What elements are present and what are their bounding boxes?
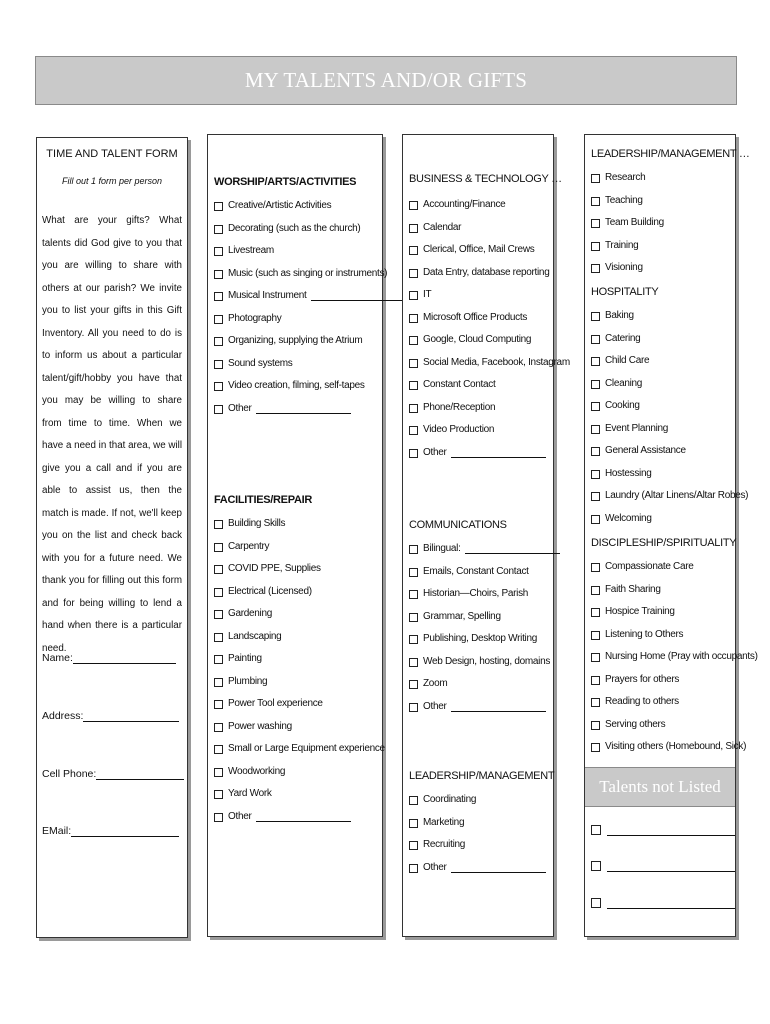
checklist-item[interactable] xyxy=(409,633,560,656)
checkbox[interactable] xyxy=(591,312,600,321)
form-intro-text: What are your gifts? What talents did God give to you that you are willing to share with others at our parish? We invite you to list your gifts in this Gift Inventory. All you need to do is to inform us about a particular talent/gift/hobby you have that you may be willing to share from time to time. When we have a need in that area, we will give you a call and if you are able to assist us, then the match is made. If not, we'll keep you on the list and check back with you for a future need. We thank you for filling out this form and for being willing to lend a hand when there is a particular need. xyxy=(42,215,182,654)
checklist-item[interactable] xyxy=(214,631,385,654)
talent-entry-row[interactable] xyxy=(591,823,735,836)
checklist-item-label: Emails, Constant Contact xyxy=(423,565,529,577)
checklist-item-label: Other xyxy=(228,810,252,822)
checklist-item[interactable] xyxy=(591,310,748,333)
checklist-item[interactable] xyxy=(214,335,406,358)
checklist-item-label: Event Planning xyxy=(605,422,669,434)
checklist-item-label: Other xyxy=(423,700,447,712)
checklist-item-label: Cooking xyxy=(605,400,640,411)
business-communications-panel xyxy=(402,134,570,937)
checklist-item-label: Power washing xyxy=(228,720,292,732)
fill-in-line[interactable] xyxy=(451,862,546,873)
checklist-item[interactable] xyxy=(591,378,748,401)
checklist-item-label: Hospice Training xyxy=(605,606,675,617)
checkbox[interactable] xyxy=(409,449,418,458)
checkbox[interactable] xyxy=(591,698,600,707)
checkbox[interactable] xyxy=(409,336,418,345)
checkbox[interactable] xyxy=(409,426,418,435)
checklist-item[interactable] xyxy=(591,584,758,607)
checklist-item[interactable] xyxy=(214,788,385,811)
checklist-item-label: Creative/Artistic Activities xyxy=(228,200,332,211)
checklist-item[interactable] xyxy=(214,743,385,766)
checklist-item-label: Reading to others xyxy=(605,696,679,707)
checklist-item-label: Baking xyxy=(605,310,634,321)
checklist-item[interactable] xyxy=(409,244,570,267)
checkbox[interactable] xyxy=(409,545,418,554)
checklist-item[interactable] xyxy=(591,741,758,764)
checklist-item-label: Team Building xyxy=(605,217,664,228)
fill-in-line[interactable] xyxy=(451,701,546,712)
checkbox[interactable] xyxy=(409,841,418,850)
checklist-item[interactable] xyxy=(591,468,748,491)
checkbox[interactable] xyxy=(591,586,600,595)
checklist-item-label: Child Care xyxy=(605,355,650,366)
leadership-list xyxy=(409,794,546,884)
checklist-item[interactable] xyxy=(409,357,570,380)
checklist-item[interactable] xyxy=(591,172,664,195)
checklist-item-label: Catering xyxy=(605,332,641,344)
checklist-item-label: Welcoming xyxy=(605,512,652,524)
checklist-item[interactable] xyxy=(591,606,758,629)
checklist-item-label: Data Entry, database reporting xyxy=(423,266,550,278)
checklist-item-label: Decorating (such as the church) xyxy=(228,222,361,234)
form-title: TIME AND TALENT FORM xyxy=(46,148,178,160)
checklist-item[interactable] xyxy=(591,445,748,468)
checklist-item-label: Painting xyxy=(228,653,262,664)
checklist-item-label: Other xyxy=(423,446,447,458)
checklist-item-label: Video Production xyxy=(423,424,495,435)
checkbox[interactable] xyxy=(214,723,223,732)
checklist-item-label: Listening to Others xyxy=(605,628,684,640)
checkbox[interactable] xyxy=(591,721,600,730)
section-title-business: BUSINESS & TECHNOLOGY … xyxy=(409,173,562,185)
checkbox[interactable] xyxy=(214,700,223,709)
checklist-item[interactable] xyxy=(591,513,748,536)
checkbox[interactable] xyxy=(409,201,418,210)
checkbox[interactable] xyxy=(591,264,600,273)
checklist-item[interactable] xyxy=(214,608,385,631)
section-title-communications: COMMUNICATIONS xyxy=(409,519,507,531)
checklist-item-label: Landscaping xyxy=(228,630,282,642)
checklist-item-label: Laundry (Altar Linens/Altar Robes) xyxy=(605,490,749,501)
checklist-item-label: Music (such as singing or instruments) xyxy=(228,267,388,279)
checklist-item[interactable] xyxy=(214,563,385,586)
checklist-item[interactable] xyxy=(214,518,385,541)
checklist-item-label: Power Tool experience xyxy=(228,698,323,709)
checkbox[interactable] xyxy=(591,608,600,617)
checkbox[interactable] xyxy=(591,515,600,524)
checkbox[interactable] xyxy=(409,613,418,622)
checkbox[interactable] xyxy=(591,743,600,752)
checklist-item[interactable] xyxy=(214,676,385,699)
checklist-item-label: Coordinating xyxy=(423,794,477,805)
checklist-item[interactable] xyxy=(409,817,546,840)
checklist-item[interactable] xyxy=(409,543,560,566)
checklist-item[interactable] xyxy=(591,490,748,513)
checklist-item[interactable] xyxy=(591,195,664,218)
checklist-item[interactable] xyxy=(591,561,758,584)
checklist-item[interactable] xyxy=(409,862,546,885)
talent-entry-row[interactable] xyxy=(591,896,735,909)
checklist-item[interactable] xyxy=(214,200,406,223)
checklist-item-label: Publishing, Desktop Writing xyxy=(423,633,537,644)
checkbox[interactable] xyxy=(214,610,223,619)
checklist-item-label: Gardening xyxy=(228,608,272,619)
checklist-item-label: Grammar, Spelling xyxy=(423,610,501,622)
name-field[interactable]: Name: xyxy=(42,652,176,664)
leadership-cont-list xyxy=(591,172,664,285)
checklist-item[interactable] xyxy=(214,380,406,403)
checklist-item-label: Web Design, hosting, domains xyxy=(423,655,551,667)
checklist-item[interactable] xyxy=(214,223,406,246)
checkbox[interactable] xyxy=(214,315,223,324)
checklist-item-label: Visioning xyxy=(605,262,643,273)
talent-entry-line[interactable] xyxy=(607,823,735,836)
checklist-item[interactable] xyxy=(409,678,560,701)
section-title-discipleship: DISCIPLESHIP/SPIRITUALITY xyxy=(591,537,737,549)
checklist-item-label: Livestream xyxy=(228,245,274,256)
checklist-item[interactable] xyxy=(591,240,664,263)
checkbox[interactable] xyxy=(591,402,600,411)
checkbox[interactable] xyxy=(591,676,600,685)
checklist-item[interactable] xyxy=(591,696,758,719)
checklist-item-label: Phone/Reception xyxy=(423,401,496,413)
checklist-item[interactable] xyxy=(591,262,664,285)
hospitality-list xyxy=(591,310,748,535)
checklist-item-label: Video creation, filming, self-tapes xyxy=(228,380,365,391)
checklist-item-label: Musical Instrument xyxy=(228,290,307,301)
checklist-item[interactable] xyxy=(409,334,570,357)
checklist-item-label: Yard Work xyxy=(228,788,272,799)
leadership-hospitality-panel xyxy=(584,134,758,937)
checklist-item[interactable] xyxy=(214,811,385,834)
checklist-item[interactable] xyxy=(214,541,385,564)
fill-in-line[interactable] xyxy=(451,447,546,458)
checklist-item-label: Teaching xyxy=(605,194,643,206)
checkbox[interactable] xyxy=(214,405,223,414)
checkbox[interactable] xyxy=(591,380,600,389)
communications-list xyxy=(409,543,560,723)
checkbox[interactable] xyxy=(409,224,418,233)
checkbox[interactable] xyxy=(214,337,223,346)
checkbox[interactable] xyxy=(214,382,223,391)
checklist-item-label: Organizing, supplying the Atrium xyxy=(228,335,363,346)
talent-entry-line[interactable] xyxy=(607,859,735,872)
page-banner xyxy=(35,56,737,105)
checkbox[interactable] xyxy=(591,898,601,908)
checkbox[interactable] xyxy=(409,246,418,255)
checkbox[interactable] xyxy=(214,247,223,256)
address-field[interactable]: Address: xyxy=(42,710,179,722)
checklist-item-label: Marketing xyxy=(423,816,465,828)
checkbox[interactable] xyxy=(591,861,601,871)
checkbox[interactable] xyxy=(214,202,223,211)
checklist-item-label: Research xyxy=(605,172,646,183)
checklist-item[interactable] xyxy=(591,400,748,423)
business-list xyxy=(409,199,570,469)
checklist-item[interactable] xyxy=(591,333,748,356)
checklist-item[interactable] xyxy=(409,611,560,634)
checkbox[interactable] xyxy=(214,565,223,574)
section-title-leadership-cont: LEADERSHIP/MANAGEMENT … xyxy=(591,148,750,160)
worship-list xyxy=(214,200,406,425)
checkbox[interactable] xyxy=(409,404,418,413)
checklist-item-label: Cleaning xyxy=(605,377,643,389)
checklist-item-label: Hostessing xyxy=(605,467,652,479)
discipleship-list xyxy=(591,561,758,764)
checklist-item[interactable] xyxy=(409,701,560,724)
checklist-item[interactable] xyxy=(409,839,546,862)
checklist-item-label: Zoom xyxy=(423,678,448,689)
worship-facilities-panel xyxy=(207,134,388,937)
form-intro-panel xyxy=(36,137,188,938)
checkbox[interactable] xyxy=(214,655,223,664)
checklist-item[interactable] xyxy=(591,355,748,378)
checkbox[interactable] xyxy=(591,631,600,640)
checklist-item[interactable] xyxy=(409,267,570,290)
checklist-item-label: Electrical (Licensed) xyxy=(228,585,312,597)
form-subtitle: Fill out 1 form per person xyxy=(61,176,163,186)
fill-in-line[interactable] xyxy=(256,811,351,822)
checkbox[interactable] xyxy=(409,590,418,599)
checklist-item[interactable] xyxy=(214,313,406,336)
checklist-item[interactable] xyxy=(214,698,385,721)
checklist-item-label: Faith Sharing xyxy=(605,583,661,595)
checkbox[interactable] xyxy=(214,588,223,597)
checklist-item[interactable] xyxy=(409,566,560,589)
checkbox[interactable] xyxy=(591,335,600,344)
checklist-item-label: Google, Cloud Computing xyxy=(423,334,532,345)
section-title-facilities: FACILITIES/REPAIR xyxy=(214,494,312,506)
checkbox[interactable] xyxy=(591,653,600,662)
checklist-item[interactable] xyxy=(591,423,748,446)
checklist-item[interactable] xyxy=(591,674,758,697)
checklist-item-label: Photography xyxy=(228,312,282,324)
section-title-hospitality: HOSPITALITY xyxy=(591,286,659,298)
checklist-item-label: Bilingual: xyxy=(423,543,461,554)
checklist-item-label: Microsoft Office Products xyxy=(423,311,528,323)
checkbox[interactable] xyxy=(409,381,418,390)
checklist-item[interactable] xyxy=(591,629,758,652)
checklist-item[interactable] xyxy=(409,289,570,312)
checkbox[interactable] xyxy=(409,314,418,323)
checkbox[interactable] xyxy=(409,796,418,805)
checklist-item-label: IT xyxy=(423,289,432,300)
checkbox[interactable] xyxy=(409,269,418,278)
checkbox[interactable] xyxy=(214,225,223,234)
checklist-item[interactable] xyxy=(214,358,406,381)
checklist-item[interactable] xyxy=(214,586,385,609)
checkbox[interactable] xyxy=(591,563,600,572)
checklist-item-label: Prayers for others xyxy=(605,673,680,685)
checklist-item-label: Other xyxy=(423,861,447,873)
checkbox[interactable] xyxy=(214,543,223,552)
checklist-item-label: COVID PPE, Supplies xyxy=(228,563,321,574)
checklist-item[interactable] xyxy=(409,656,560,679)
section-title-leadership: LEADERSHIP/MANAGEMENT xyxy=(409,770,555,782)
checkbox[interactable] xyxy=(214,790,223,799)
checklist-item-label: Accounting/Finance xyxy=(423,199,506,210)
checkbox[interactable] xyxy=(409,703,418,712)
checklist-item[interactable] xyxy=(409,424,570,447)
checkbox[interactable] xyxy=(591,470,600,479)
checkbox[interactable] xyxy=(409,658,418,667)
checklist-item-label: Training xyxy=(605,239,639,251)
checklist-item[interactable] xyxy=(214,403,406,426)
checklist-item[interactable] xyxy=(409,312,570,335)
checklist-item-label: Historian—Choirs, Parish xyxy=(423,588,529,599)
section-title-worship: WORSHIP/ARTS/ACTIVITIES xyxy=(214,176,357,188)
fill-in-line[interactable] xyxy=(465,543,560,554)
checklist-item-label: Social Media, Facebook, Instagram xyxy=(423,356,570,368)
checklist-item-label: Constant Contact xyxy=(423,379,496,390)
checklist-item-label: Clerical, Office, Mail Crews xyxy=(423,244,535,255)
checkbox[interactable] xyxy=(591,174,600,183)
checklist-item[interactable] xyxy=(591,719,758,742)
checklist-item-label: Woodworking xyxy=(228,765,286,777)
checklist-item[interactable] xyxy=(409,379,570,402)
checklist-item[interactable] xyxy=(214,245,406,268)
checkbox[interactable] xyxy=(409,635,418,644)
checkbox[interactable] xyxy=(214,633,223,642)
checklist-item[interactable] xyxy=(409,794,546,817)
checkbox[interactable] xyxy=(591,242,600,251)
checklist-item[interactable] xyxy=(591,217,664,240)
checkbox[interactable] xyxy=(214,520,223,529)
checklist-item[interactable] xyxy=(409,199,570,222)
page-title: MY TALENTS AND/OR GIFTS xyxy=(244,68,528,92)
checkbox[interactable] xyxy=(591,447,600,456)
checklist-item-label: Plumbing xyxy=(228,675,268,687)
checklist-item-label: Nursing Home (Pray with occupants) xyxy=(605,651,758,662)
checklist-item-label: Small or Large Equipment experience xyxy=(228,743,385,754)
checkbox[interactable] xyxy=(591,357,600,366)
checkbox[interactable] xyxy=(591,219,600,228)
checklist-item-label: Compassionate Care xyxy=(605,561,694,572)
checkbox[interactable] xyxy=(409,680,418,689)
facilities-list xyxy=(214,518,385,833)
checkbox[interactable] xyxy=(214,745,223,754)
checkbox[interactable] xyxy=(409,359,418,368)
checklist-item[interactable] xyxy=(214,721,385,744)
checklist-item[interactable] xyxy=(214,766,385,789)
checkbox[interactable] xyxy=(409,568,418,577)
checklist-item-label: Calendar xyxy=(423,221,462,233)
fill-in-line[interactable] xyxy=(256,403,351,414)
checklist-item[interactable] xyxy=(214,653,385,676)
checkbox[interactable] xyxy=(214,813,223,822)
checklist-item-label: General Assistance xyxy=(605,445,686,456)
checklist-item[interactable] xyxy=(214,268,406,291)
checklist-item[interactable] xyxy=(214,290,406,313)
checklist-item-label: Other xyxy=(228,402,252,414)
checklist-item-label: Recruiting xyxy=(423,839,466,850)
checklist-item[interactable] xyxy=(409,402,570,425)
checkbox[interactable] xyxy=(214,360,223,369)
checklist-item[interactable] xyxy=(591,651,758,674)
checklist-item-label: Sound systems xyxy=(228,357,293,369)
checklist-item[interactable] xyxy=(409,222,570,245)
checkbox[interactable] xyxy=(409,864,418,873)
checkbox[interactable] xyxy=(409,291,418,300)
checklist-item-label: Serving others xyxy=(605,718,666,730)
checkbox[interactable] xyxy=(591,197,600,206)
cell-phone-field[interactable]: Cell Phone: xyxy=(42,768,184,780)
checkbox[interactable] xyxy=(214,678,223,687)
checkbox[interactable] xyxy=(214,768,223,777)
checkbox[interactable] xyxy=(214,270,223,279)
checklist-item-label: Visiting others (Homebound, Sick) xyxy=(605,741,747,752)
checkbox[interactable] xyxy=(591,492,600,501)
checklist-item-label: Carpentry xyxy=(228,540,270,552)
checklist-item[interactable] xyxy=(409,588,560,611)
checklist-item-label: Building Skills xyxy=(228,518,286,529)
fill-in-line[interactable] xyxy=(311,290,406,301)
talent-entry-line[interactable] xyxy=(607,896,735,909)
checklist-item[interactable] xyxy=(409,447,570,470)
checkbox[interactable] xyxy=(214,292,223,301)
checkbox[interactable] xyxy=(409,819,418,828)
checkbox[interactable] xyxy=(591,425,600,434)
email-field[interactable]: EMail: xyxy=(42,825,179,837)
talents-not-listed-header: Talents not Listed xyxy=(585,767,735,807)
checkbox[interactable] xyxy=(591,825,601,835)
talent-entry-row[interactable] xyxy=(591,859,735,872)
